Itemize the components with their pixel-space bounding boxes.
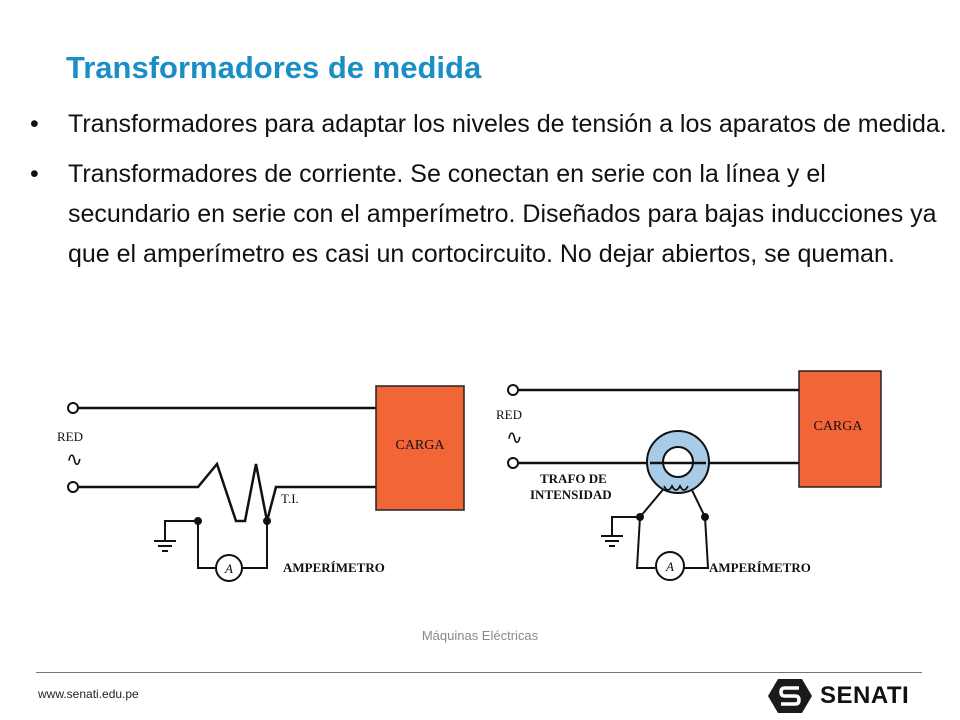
bullet-item [30, 154, 950, 274]
left-meter-symbol: A [225, 561, 233, 576]
bullet-dot: • [30, 110, 39, 138]
left-load-label: CARGA [395, 438, 445, 453]
right-terminal-top [508, 385, 518, 395]
right-trafo-label-2: INTENSIDAD [530, 487, 612, 502]
right-meter-label: AMPERÍMETRO [709, 560, 811, 575]
bullet-dot: • [30, 160, 39, 188]
left-node-2 [264, 518, 270, 524]
left-red-label: RED [57, 429, 83, 444]
left-meter-label: AMPERÍMETRO [283, 560, 385, 575]
left-secondary-loop [198, 521, 216, 568]
toroid-icon [647, 431, 709, 493]
left-terminal-bottom [68, 482, 78, 492]
left-circuit [68, 403, 376, 581]
slide-title: Transformadores de medida [66, 50, 482, 85]
left-ti-label: T.I. [281, 491, 299, 506]
bullet-list [30, 104, 950, 284]
left-terminal-top [68, 403, 78, 413]
bullet-item [30, 104, 950, 144]
senati-logo [768, 678, 909, 714]
right-secondary-right [684, 486, 708, 568]
right-node-2 [702, 514, 708, 520]
left-ground-icon [154, 541, 176, 551]
circuit-diagrams [0, 360, 960, 600]
right-ground-wire [612, 517, 640, 536]
left-wire-bottom [78, 464, 376, 521]
bullet-text: Transformadores para adaptar los niveles de tensión a los aparatos de medida. [68, 110, 947, 138]
right-ground-icon [601, 536, 623, 546]
right-meter-symbol: A [666, 559, 674, 574]
footer-divider [36, 672, 922, 673]
left-ground-wire [165, 521, 198, 541]
right-ac-icon: ∿ [506, 427, 523, 449]
footer-url: www.senati.edu.pe [38, 687, 139, 701]
right-red-label: RED [496, 407, 522, 422]
right-trafo-label-1: TRAFO DE [540, 471, 607, 486]
footer-course-name: Máquinas Eléctricas [421, 628, 539, 643]
left-secondary-loop-right [242, 521, 267, 568]
left-ac-icon: ∿ [66, 449, 83, 471]
senati-logo-icon [768, 679, 812, 713]
right-load-label: CARGA [813, 419, 863, 434]
senati-logo-text: SENATI [820, 682, 910, 709]
right-terminal-bottom [508, 458, 518, 468]
bullet-text: Transformadores de corriente. Se conectan en serie con la línea y el secundario en serie con el amperímetro. Diseñados para bajas inducciones ya que el amperímetro es casi un cortocircuito. No dejar abiertos, se queman. [68, 160, 937, 268]
